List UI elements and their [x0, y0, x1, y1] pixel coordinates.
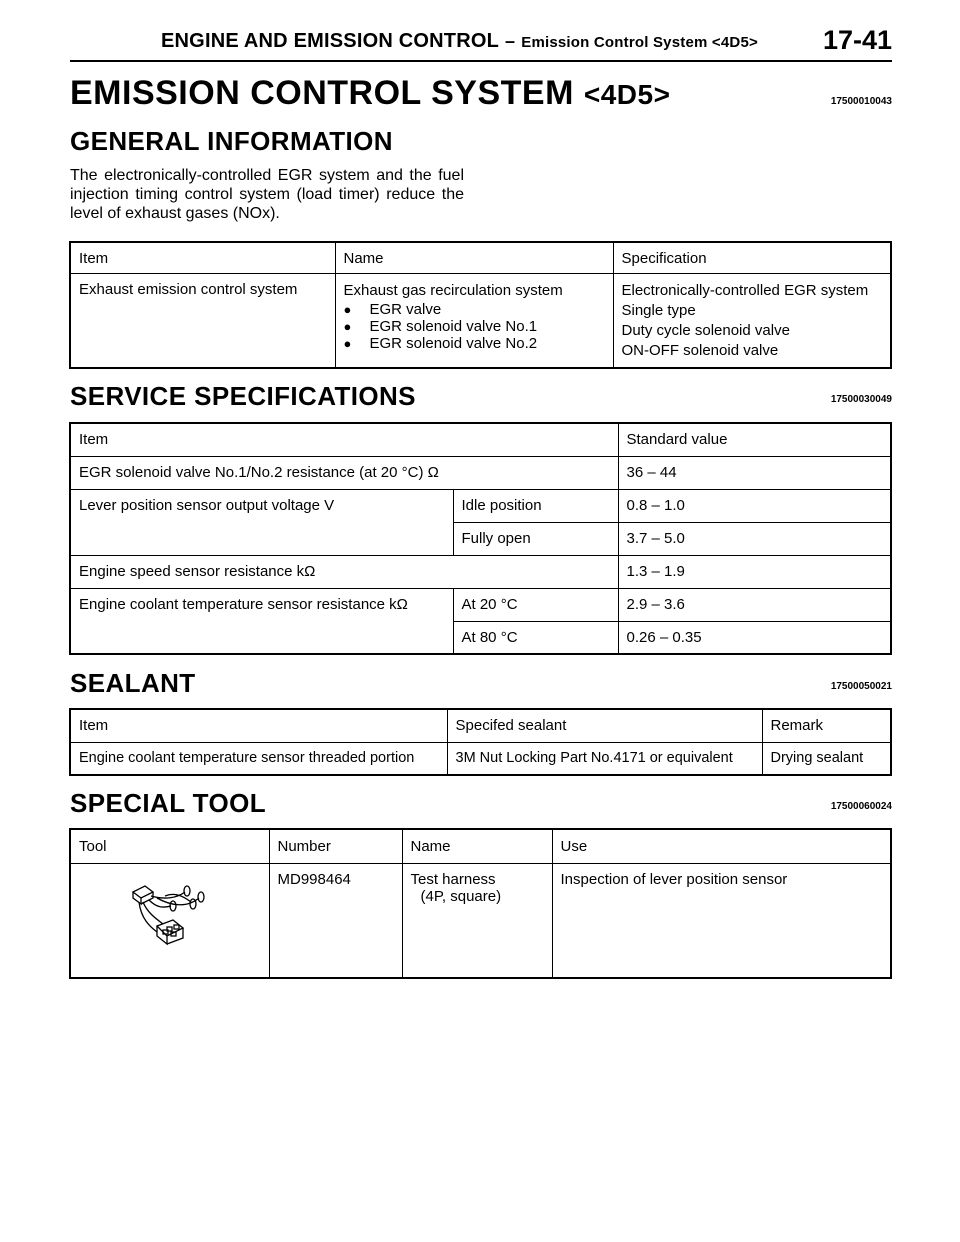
list-item: ● EGR solenoid valve No.1 [343, 318, 538, 335]
tool-image-cell [70, 863, 269, 978]
service-specifications-code: 17500030049 [830, 394, 892, 405]
table-row: Engine speed sensor resistance kΩ 1.3 – 1.9 [70, 555, 891, 588]
table-row: Engine coolant temperature sensor resistance kΩ At 20 °C 2.9 – 3.6 [70, 588, 891, 621]
col-header-item: Item [70, 709, 447, 742]
header-subsection: Emission Control System <4D5> [521, 34, 758, 51]
table-row: Fully open 3.7 – 5.0 [70, 522, 891, 555]
sealant-table [69, 708, 892, 776]
table-cell-name: Exhaust gas recirculation system ● EGR valve ● EGR solenoid valve No.1 ● EGR solenoid valve No.2 [335, 274, 613, 368]
list-item: ● EGR valve [343, 301, 442, 318]
col-header-item: Item [70, 423, 618, 456]
col-header-name: Name [335, 242, 613, 274]
list-item: ● EGR solenoid valve No.2 [343, 335, 538, 352]
table-row: Engine coolant temperature sensor threaded portion 3M Nut Locking Part No.4171 or equivalent Drying sealant [70, 742, 891, 775]
page-number: 17-41 [822, 25, 892, 55]
table-row: Lever position sensor output voltage V Idle position 0.8 – 1.0 [70, 489, 891, 522]
title-code: 17500010043 [830, 96, 892, 107]
col-header-tool: Tool [70, 829, 269, 863]
col-header-standard-value: Standard value [618, 423, 891, 456]
page-header [70, 25, 892, 62]
special-tool-table [69, 828, 892, 979]
general-information-table [69, 241, 892, 369]
col-header-remark: Remark [762, 709, 891, 742]
col-header-use: Use [552, 829, 891, 863]
tool-use: Inspection of lever position sensor [552, 863, 891, 978]
header-section: ENGINE AND EMISSION CONTROL – Emission Control System <4D5> [161, 30, 758, 52]
tool-name: Test harness (4P, square) [402, 863, 552, 978]
test-harness-icon [79, 878, 261, 958]
service-specifications-heading: SERVICE SPECIFICATIONS [70, 381, 416, 411]
general-information-paragraph: The electronically-controlled EGR system and the fuel injection timing control system (load timer) reduce the level of exhaust gases (NOx). [70, 167, 464, 222]
table-cell-specification: Electronically-controlled EGR system Single type Duty cycle solenoid valve ON-OFF solenoid valve [613, 274, 891, 368]
col-header-sealant: Specifed sealant [447, 709, 762, 742]
col-header-number: Number [269, 829, 402, 863]
sealant-code: 17500050021 [830, 681, 892, 692]
special-tool-code: 17500060024 [830, 801, 892, 812]
sealant-heading: SEALANT [70, 668, 196, 698]
page-title: EMISSION CONTROL SYSTEM <4D5> [70, 74, 671, 112]
col-header-name: Name [402, 829, 552, 863]
general-information-heading: GENERAL INFORMATION [70, 126, 393, 156]
table-row: At 80 °C 0.26 – 0.35 [70, 621, 891, 654]
col-header-item: Item [70, 242, 335, 274]
col-header-specification: Specification [613, 242, 891, 274]
tool-number: MD998464 [269, 863, 402, 978]
service-specifications-table [69, 422, 892, 655]
special-tool-heading: SPECIAL TOOL [70, 788, 266, 818]
table-row [70, 863, 891, 978]
table-cell-item: Exhaust emission control system [70, 274, 335, 368]
table-row: EGR solenoid valve No.1/No.2 resistance (at 20 °C) Ω 36 – 44 [70, 456, 891, 489]
